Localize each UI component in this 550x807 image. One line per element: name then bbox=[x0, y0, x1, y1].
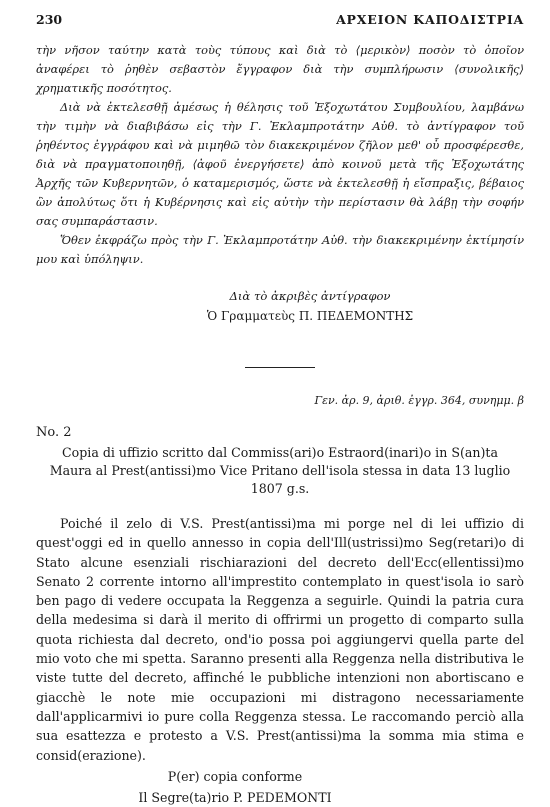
document-number: No. 2 bbox=[36, 425, 72, 440]
greek-secretary-signature: Ὁ Γραμματεὺς Π. ΠΕΔΕΜΟΝΤΗΣ bbox=[206, 309, 414, 323]
greek-paragraph-1: τὴν νῆσον ταύτην κατὰ τοὺς τύπους καὶ διὰ τὸ ⟨μερικὸν⟩ ποσὸν τὸ ὁποῖον ἀναφέρει τὸ ῥηθὲν σεβαστὸν ἔγγραφον διὰ τὴν συμπλήρωσιν ⟨συνολικῆς⟩ χρηματικῆς ποσότητος. bbox=[36, 43, 524, 95]
document-heading: Copia di uffizio scritto dal Commiss(ari)o Estraord(inari)o in S(an)ta Maura al Prest(antissi)mo Vice Pritano dell'isola stessa in data 13 luglio 1807 g.s. bbox=[49, 445, 511, 496]
running-head bbox=[36, 12, 524, 27]
section-divider bbox=[245, 367, 315, 368]
greek-certification-line: Διὰ τὸ ἀκριβὲς ἀντίγραφον bbox=[229, 289, 391, 303]
running-head-title: ΑΡΧΕΙΟΝ ΚΑΠΟΔΙΣΤΡΙΑ bbox=[336, 12, 524, 27]
greek-paragraph-3: Ὅθεν ἐκφράζω πρὸς τὴν Γ. Ἐκλαμπροτάτην Αὐθ. τὴν διακεκριμένην ἐκτίμησίν μου καὶ ὑπόληψιν. bbox=[36, 233, 524, 266]
italian-letter-body: Poiché il zelo di V.S. Prest(antissi)ma mi porge nel di lei uffizio di quest'oggi ed in quello annesso in copia dell'Ill(ustrissi)mo Seg(retari)o di Stato alcune esenziali rischiarazioni del decreto dell'Ecc(ellentissi)mo Senato 2 corrente intorno all'imprestito contemplato in quest'isola io sarò ben pago di vedere occupata la Reggenza a seguirle. Quindi la patria cura della medesima si darà il merito di offrirmi un progetto di comparto sulla quota richiesta dal decreto, ond'io possa poi aggiungervi quella parte del mio voto che mi spetta. Saranno presenti alla Reggenza nella distributiva le viste tutte del decreto, affinché le pubbliche intenzioni non abortiscano e giacchè le note mie occupazioni mi distragono necessariamente dall'applicarmivi io pure colla Reggenza stessa. Le raccomando perciò alla sua esattezza e protesto a V.S. Prest(antissi)ma la somma mia stima e consid(erazione). bbox=[36, 516, 524, 763]
archive-reference: Γεν. ἀρ. 9, ἀριθ. ἐγγρ. 364, συνημμ. β bbox=[314, 394, 524, 407]
page-number: 230 bbox=[36, 12, 63, 27]
document-page bbox=[36, 12, 524, 807]
copy-conformity-line: P(er) copia conforme bbox=[167, 768, 303, 784]
greek-paragraph-2: Διὰ νὰ ἐκτελεσθῇ ἀμέσως ἡ θέλησις τοῦ Ἐξοχωτάτου Συμβουλίου, λαμβάνω τὴν τιμὴν νὰ διαβιβάσω εἰς τὴν Γ. Ἐκλαμπροτάτην Αὐθ. τὸ ἀντίγραφον τοῦ ῥηθέντος ἐγγράφου καὶ νὰ μιμηθῶ τὸν διακεκριμένον ζῆλον μεθ' οὗ προσφέρεσθε, διὰ νὰ πραγματοποιηθῇ, ⟨ἀφοῦ ἐνεργήσετε⟩ ἀπὸ κοινοῦ μετὰ τῆς Ἐξοχωτάτης Ἀρχῆς τῶν Κυβερνητῶν, ὁ καταμερισμός, ὥστε νὰ ἐκτελεσθῇ ἡ εἴσπραξις, βέβαιος ὢν ἀπολύτως ὅτι ἡ Κυβέρνησις καὶ εἰς αὐτὴν τὴν περίστασιν θὰ λάβῃ τὴν σοφήν σας συμπαράστασιν. bbox=[36, 100, 524, 228]
greek-letter-body bbox=[36, 41, 524, 269]
italian-secretary-signature: Il Segre(ta)rio P. PEDEMONTI bbox=[138, 789, 332, 805]
